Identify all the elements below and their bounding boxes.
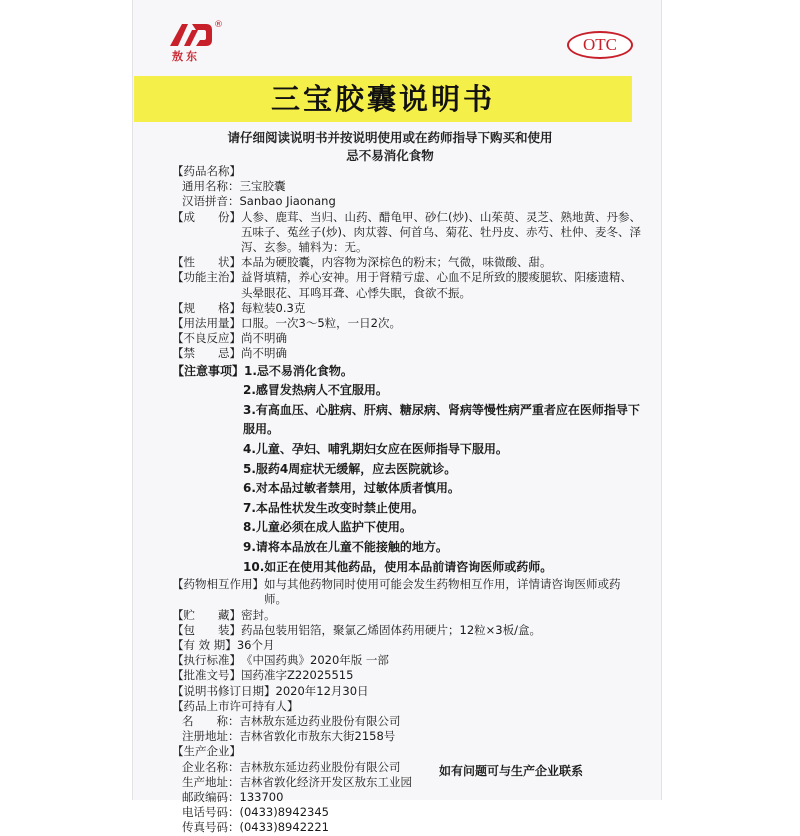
section-label: 【用法用量】 [172, 316, 241, 331]
field-value: 吉林省敦化市敖东大街2158号 [239, 729, 396, 744]
section-label: 【注意事项】 [172, 363, 245, 378]
field-label: 企业名称： [182, 759, 240, 774]
precaution-item: 7.本品性状发生改变时禁止使用。 [243, 500, 424, 515]
field-value: (0433)8942221 [239, 820, 329, 835]
pinyin-row [172, 194, 642, 209]
section-label: 【执行标准】 [172, 653, 241, 668]
section-value: 尚不明确 [241, 346, 287, 361]
section-specs [172, 301, 642, 316]
precaution-item: 6.对本品过敏者禁用，过敏体质者慎用。 [243, 481, 460, 496]
postal-code-row [172, 790, 642, 805]
section-value: 益肾填精，养心安神。用于肾精亏虚、心血不足所致的腰痠腿软、阳痿遗精、头晕眼花、耳鸣耳聋、心悸失眠，食欲不振。 [241, 270, 632, 300]
section-drug-name [172, 164, 642, 179]
section-storage [172, 608, 642, 623]
section-label: 【药品上市许可持有人】 [172, 698, 299, 713]
diet-notice: 忌不易消化食物 [346, 148, 434, 163]
section-value: 本品为硬胶囊，内容物为深棕色的粉末；气微，味微酸、甜。 [241, 255, 552, 270]
section-approval [172, 668, 642, 683]
precaution-item: 2.感冒发热病人不宜服用。 [243, 383, 388, 398]
section-value: 尚不明确 [241, 331, 287, 346]
section-value: 药品包装用铝箔，聚氯乙烯固体药用硬片；12粒×3板/盒。 [241, 622, 541, 637]
section-label: 【有 效 期】 [172, 637, 237, 652]
section-value: 《中国药典》2020年版 一部 [241, 653, 389, 668]
field-label: 通用名称： [182, 179, 240, 194]
section-label: 【药品名称】 [172, 164, 241, 178]
section-label: 【说明书修订日期】 [172, 683, 276, 698]
section-standard [172, 653, 642, 668]
holder-address-row [172, 729, 642, 744]
section-label: 【规 格】 [172, 300, 241, 315]
precaution-item: 5.服药4周症状无缓解，应去医院就诊。 [243, 461, 457, 476]
precaution-item: 1.忌不易消化食物。 [244, 363, 353, 378]
field-label: 电话号码： [182, 805, 240, 820]
section-manufacturer [172, 744, 642, 759]
section-holder [172, 699, 642, 714]
section-value: 人参、鹿茸、当归、山药、醋龟甲、砂仁(炒)、山茱萸、灵芝、熟地黄、丹参、五味子、菟丝子(炒)、肉苁蓉、何首乌、菊花、牡丹皮、赤芍、杜仲、麦冬、泽泻、玄参。辅料为：无。 [241, 209, 641, 255]
field-label: 汉语拼音： [182, 194, 240, 209]
field-value: 吉林敖东延边药业股份有限公司 [239, 759, 401, 774]
section-precautions [172, 362, 642, 382]
section-value: 口服。一次3～5粒，一日2次。 [241, 316, 401, 331]
section-label: 【贮 藏】 [172, 607, 241, 622]
section-label: 【不良反应】 [172, 331, 241, 346]
section-value: 36个月 [236, 637, 275, 652]
field-label: 传真号码： [182, 820, 240, 835]
holder-name-row [172, 714, 642, 729]
field-value: 吉林敖东延边药业股份有限公司 [239, 714, 401, 728]
section-value: 密封。 [241, 607, 276, 622]
section-indications [172, 270, 642, 300]
precaution-item: 10.如正在使用其他药品，使用本品前请咨询医师或药师。 [243, 559, 553, 574]
field-value: (0433)8942345 [239, 805, 329, 820]
field-label: 生产地址： [182, 774, 240, 789]
brand-logo [168, 22, 224, 62]
section-label: 【成 份】 [172, 209, 241, 224]
section-dosage [172, 316, 642, 331]
section-value: 每粒装0.3克 [241, 300, 306, 315]
section-label: 【包 装】 [172, 622, 241, 637]
precaution-item: 8.儿童必须在成人监护下使用。 [243, 520, 412, 535]
section-label: 【生产企业】 [172, 744, 241, 759]
common-name-row [172, 179, 642, 194]
phone-row [172, 805, 642, 820]
precaution-item: 4.儿童、孕妇、哺乳期妇女应在医师指导下服用。 [243, 442, 508, 457]
section-label: 【批准文号】 [172, 668, 241, 683]
section-properties [172, 255, 642, 270]
section-value: 如与其他药物同时使用可能会发生药物相互作用，详情请咨询医师或药师。 [264, 577, 621, 607]
field-value: 三宝胶囊 [239, 179, 286, 194]
section-adverse [172, 331, 642, 346]
fax-row [172, 820, 642, 835]
otc-badge: OTC [567, 31, 633, 59]
leaflet-content [172, 164, 642, 836]
section-interactions [172, 577, 642, 607]
section-value: 国药准字Z22025515 [241, 668, 354, 683]
registered-mark: ® [214, 20, 223, 30]
field-value: Sanbao Jiaonang [239, 194, 336, 209]
section-label: 【药物相互作用】 [172, 577, 264, 592]
field-value: 133700 [239, 790, 284, 805]
section-validity [172, 638, 642, 653]
section-label: 【禁 忌】 [172, 346, 241, 361]
contact-note: 如有问题可与生产企业联系 [439, 764, 584, 778]
section-revision [172, 684, 642, 699]
precaution-item: 9.请将本品放在儿童不能接触的地方。 [243, 539, 448, 554]
section-label: 【功能主治】 [172, 270, 241, 285]
field-label: 名 称： [182, 714, 240, 728]
page-title: 三宝胶囊说明书 [270, 82, 495, 116]
section-contraindications [172, 346, 642, 361]
field-label: 邮政编码： [182, 790, 240, 805]
aodong-logo-icon [168, 22, 212, 48]
section-value: 2020年12月30日 [275, 683, 369, 698]
field-value: 吉林省敦化经济开发区敖东工业园 [239, 774, 412, 789]
precaution-item: 3.有高血压、心脏病、肝病、糖尿病、肾病等慢性病严重者应在医师指导下服用。 [243, 402, 640, 437]
reading-notice: 请仔细阅读说明书并按说明使用或在药师指导下购买和使用 [227, 130, 553, 145]
section-label: 【性 状】 [172, 255, 241, 270]
section-package [172, 623, 642, 638]
section-ingredients [172, 210, 642, 256]
field-label: 注册地址： [182, 729, 240, 744]
brand-name: 敖东 [172, 50, 200, 63]
